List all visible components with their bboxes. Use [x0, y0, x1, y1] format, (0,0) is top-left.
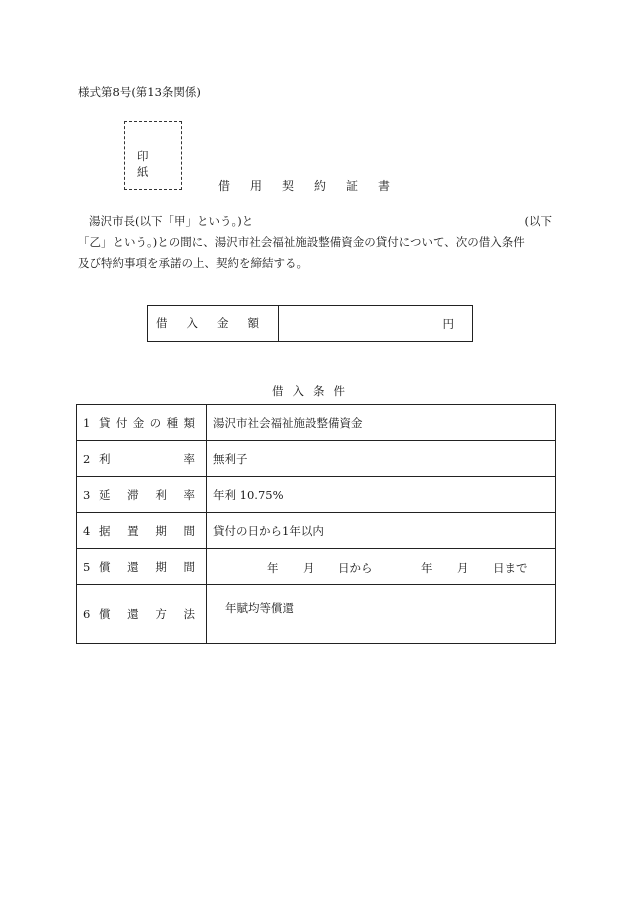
repayment-method-cell: [207, 585, 556, 644]
body-line-1-end: (以下: [524, 214, 552, 228]
grace-period-label-cell: [77, 513, 207, 549]
period-year-start: 年: [267, 561, 279, 575]
period-month-start: 月: [303, 561, 315, 575]
row-number: 1: [83, 415, 91, 430]
period-year-end: 年: [421, 561, 433, 575]
document-title: 借用契約証書: [218, 179, 411, 193]
period-month-end: 月: [457, 561, 469, 575]
repayment-period-field[interactable]: [207, 549, 556, 585]
revenue-stamp-box: [124, 121, 182, 190]
row-label: 利 率: [99, 451, 195, 466]
loan-amount-box: [147, 305, 473, 342]
conditions-table: [76, 404, 556, 644]
body-line-3: 及び特約事項を承諾の上、契約を締結する。: [78, 256, 308, 270]
loan-type-value: 湯沢市社会福祉施設整備資金: [207, 405, 556, 441]
conditions-title: 借入条件: [272, 384, 354, 398]
body-line-1-start: 湯沢市長(以下「甲」という。)と: [89, 214, 254, 228]
repayment-period-label-cell: [77, 549, 207, 585]
row-number: 5: [83, 559, 91, 574]
row-label: 据 置 期 間: [99, 523, 195, 538]
repayment-method-value: 年賦均等償還: [225, 601, 294, 615]
table-row: [77, 441, 556, 477]
row-label: 償 還 方 法: [99, 607, 195, 621]
table-row: [77, 405, 556, 441]
form-number: 様式第8号(第13条関係): [78, 85, 201, 99]
body-line-1: [78, 211, 552, 232]
interest-rate-value: 無利子: [207, 441, 556, 477]
interest-rate-label-cell: [77, 441, 207, 477]
period-day-from: 日から: [338, 561, 373, 575]
contract-body: [78, 211, 552, 274]
stamp-label: 印 紙: [137, 149, 155, 179]
table-row: [77, 549, 556, 585]
row-label: 貸 付 金 の 種 類: [99, 415, 195, 430]
row-number: 6: [83, 607, 91, 621]
table-row: [77, 477, 556, 513]
loan-amount-field[interactable]: [279, 306, 472, 341]
repayment-method-label-cell: [77, 585, 207, 644]
late-rate-value: 年利 10.75%: [207, 477, 556, 513]
late-rate-label-cell: [77, 477, 207, 513]
grace-period-value: 貸付の日から1年以内: [207, 513, 556, 549]
row-label: 延 滞 利 率: [99, 487, 195, 502]
yen-unit: 円: [442, 317, 454, 331]
row-number: 3: [83, 487, 91, 502]
row-number: 4: [83, 523, 91, 538]
row-label: 償 還 期 間: [99, 559, 195, 574]
table-row: [77, 585, 556, 644]
period-day-to: 日まで: [493, 561, 528, 575]
body-line-2: 「乙」という。)との間に、湯沢市社会福祉施設整備資金の貸付について、次の借入条件: [78, 235, 525, 249]
row-number: 2: [83, 451, 91, 466]
loan-amount-label: 借入金額: [148, 306, 279, 341]
loan-type-label-cell: [77, 405, 207, 441]
table-row: [77, 513, 556, 549]
